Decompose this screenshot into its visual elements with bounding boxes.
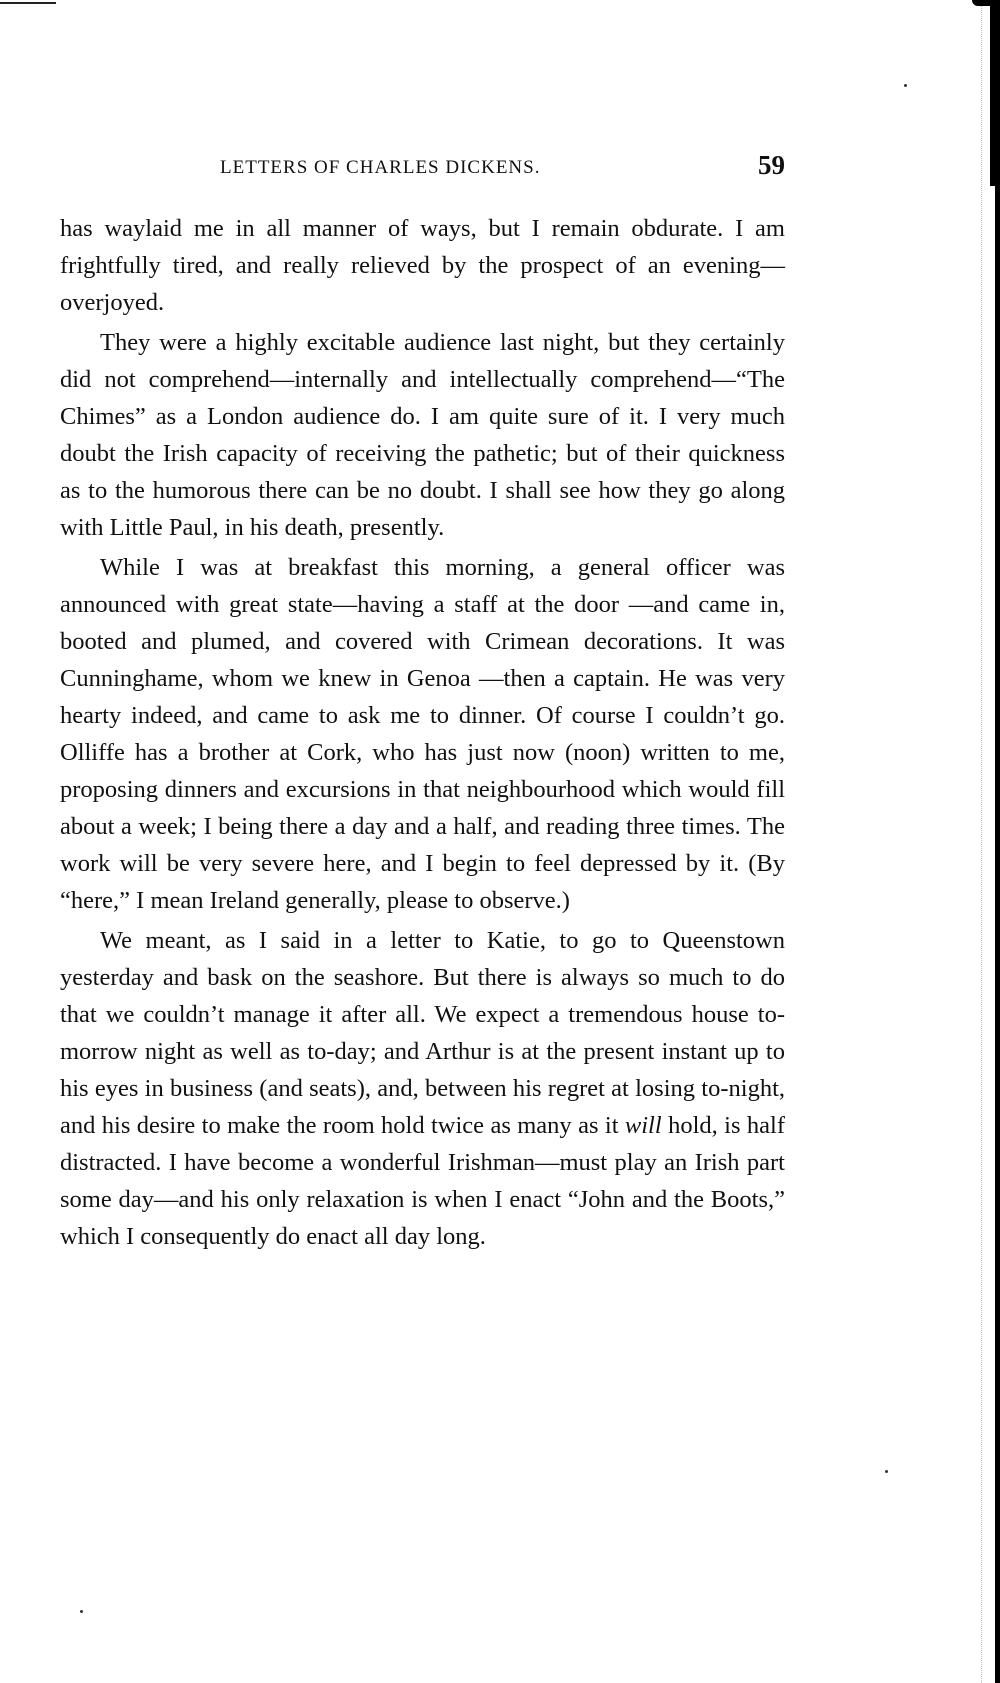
page-number: 59 <box>758 150 785 180</box>
page-edge-dotted-line <box>981 0 982 1683</box>
paragraph-4-text-before: We meant, as I said in a letter to Katie, to go to Queenstown yesterday and bask on the seashore. But there is always so much to do that we couldn’t manage it after all. We expect a tremendous house to-morrow night as well as to-day; and Arthur is at the present instant up to his eyes in business (and seats), and, between his regret at losing to-night, and his desire to make the room hold twice as many as it <box>60 927 785 1139</box>
paragraph-1: has waylaid me in all manner of ways, but I remain obdurate. I am frightfully tired, and really relieved by the prospect of an evening—overjoyed. <box>60 215 785 316</box>
scan-speck <box>885 1470 888 1473</box>
scan-edge-mark <box>0 2 56 4</box>
paragraph-2: They were a highly excitable audience last night, but they certainly did not comprehend—internally and intellectually comprehend—“The Chimes” as a London audience do. I am quite sure of it. I very much doubt the Irish capacity of receiving the pathetic; but of their quickness as to the humorous there can be no doubt. I shall see how they go along with Little Paul, in his death, presently. <box>60 329 785 541</box>
running-head: LETTERS OF CHARLES DICKENS. <box>220 157 541 178</box>
page-header <box>60 150 785 185</box>
scan-right-border-thick <box>990 6 1000 186</box>
paragraph-4 <box>60 922 785 1255</box>
scan-right-border <box>995 0 1000 1683</box>
paragraph-4-text-after: hold, is half distracted. I have become a wonderful Irishman—must play an Irish part some day—and his only relaxation is when I enact “John and the Boots,” which I consequently do enact all day long. <box>60 1112 785 1250</box>
scan-speck <box>80 1610 83 1613</box>
body-text <box>60 210 785 1255</box>
scan-speck <box>904 84 907 87</box>
paragraph-3: While I was at breakfast this morning, a general officer was announced with great state—having a staff at the door —and came in, booted and plumed, and covered with Crimean decorations. It was Cunninghame, whom we knew in Genoa —then a captain. He was very hearty indeed, and came to ask me to dinner. Of course I couldn’t go. Olliffe has a brother at Cork, who has just now (noon) written to me, proposing dinners and excursions in that neighbourhood which would fill about a week; I being there a day and a half, and reading three times. The work will be very severe here, and I begin to feel depressed by it. (By “here,” I mean Ireland generally, please to observe.) <box>60 554 785 914</box>
paragraph-4-emphasis: will <box>624 1112 662 1139</box>
